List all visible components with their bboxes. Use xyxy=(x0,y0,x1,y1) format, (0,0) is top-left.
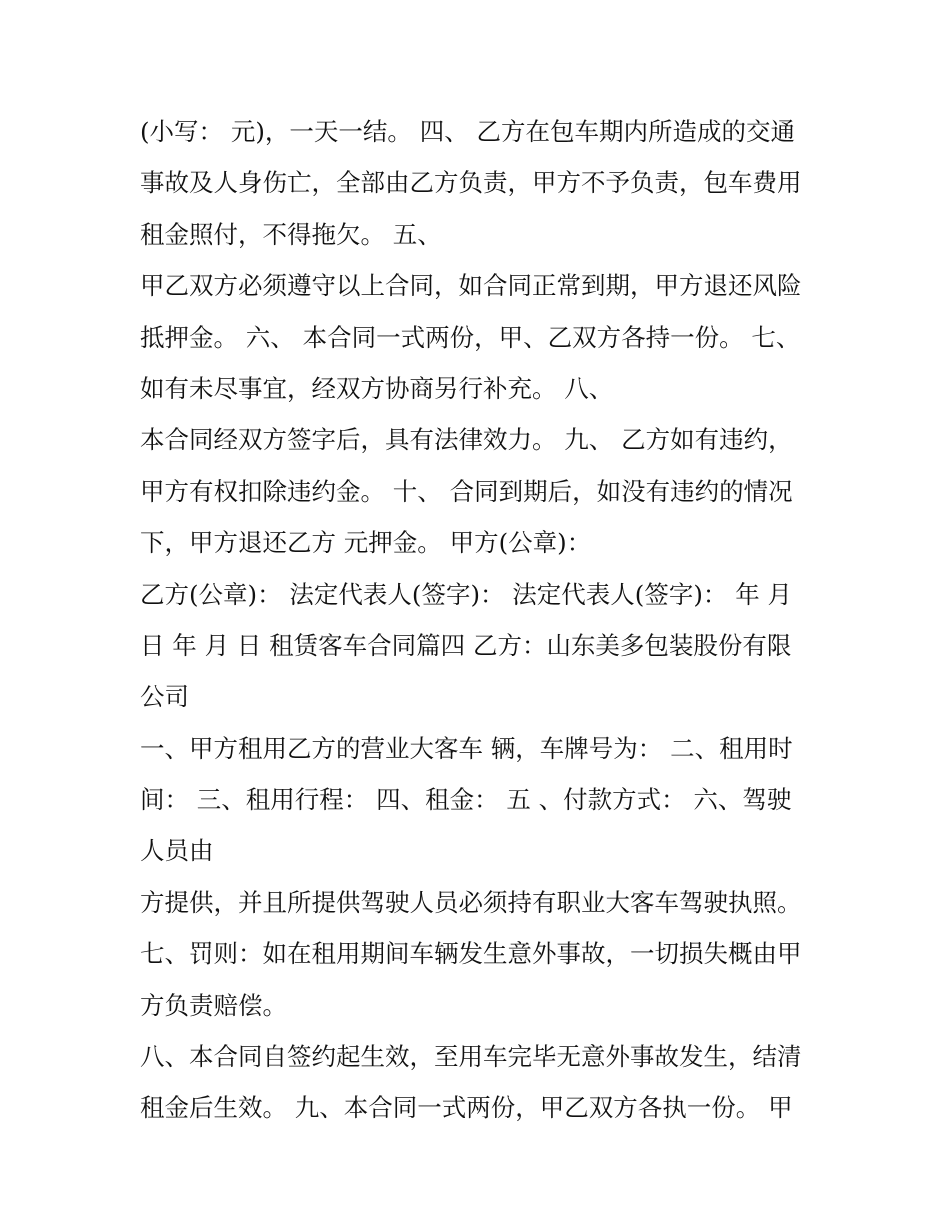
text-line: 方负责赔偿。 xyxy=(140,990,287,1020)
text-line: (小写： 元)，一天一结。 四、 乙方在包车期内所造成的交通 xyxy=(140,117,795,146)
text-line: 下，甲方退还乙方 元押金。 甲方(公章)： xyxy=(140,528,592,558)
text-line: 甲乙双方必须遵守以上合同，如合同正常到期，甲方退还风险 xyxy=(140,271,802,301)
contract-text xyxy=(140,106,830,1134)
text-line: 一、甲方租用乙方的营业大客车 辆，车牌号为： 二、租用时 xyxy=(140,733,793,763)
text-line: 乙方(公章)： 法定代表人(签字)： 法定代表人(签字)： 年 月 xyxy=(140,579,792,609)
text-line: 七、罚则：如在租用期间车辆发生意外事故，一切损失概由甲 xyxy=(140,939,802,969)
text-line: 八、本合同自签约起生效，至用车完毕无意外事故发生，结清 xyxy=(140,1042,802,1072)
text-line: 方提供，并且所提供驾驶人员必须持有职业大客车驾驶执照。 xyxy=(140,887,802,917)
text-line: 抵押金。 六、 本合同一式两份，甲、乙双方各持一份。 七、 xyxy=(140,322,801,352)
text-line: 公司 xyxy=(140,682,189,712)
text-line: 日 年 月 日 租赁客车合同篇四 乙方：山东美多包装股份有限 xyxy=(140,630,792,660)
text-line: 间： 三、租用行程： 四、租金： 五 、付款方式： 六、驾驶 xyxy=(140,785,792,815)
text-line: 租金后生效。 九、本合同一式两份，甲乙双方各执一份。 甲 xyxy=(140,1093,793,1123)
text-line: 如有未尽事宜，经双方协商另行补充。 八、 xyxy=(140,373,614,403)
text-line: 租金照付，不得拖欠。 五、 xyxy=(140,219,442,249)
text-line: 人员由 xyxy=(140,836,214,866)
text-line: 事故及人身伤亡，全部由乙方负责，甲方不予负责，包车费用 xyxy=(140,168,802,198)
text-line: 本合同经双方签字后，具有法律效力。 九、 乙方如有违约， xyxy=(140,425,793,455)
text-line: 甲方有权扣除违约金。 十、 合同到期后，如没有违约的情况 xyxy=(140,476,793,506)
